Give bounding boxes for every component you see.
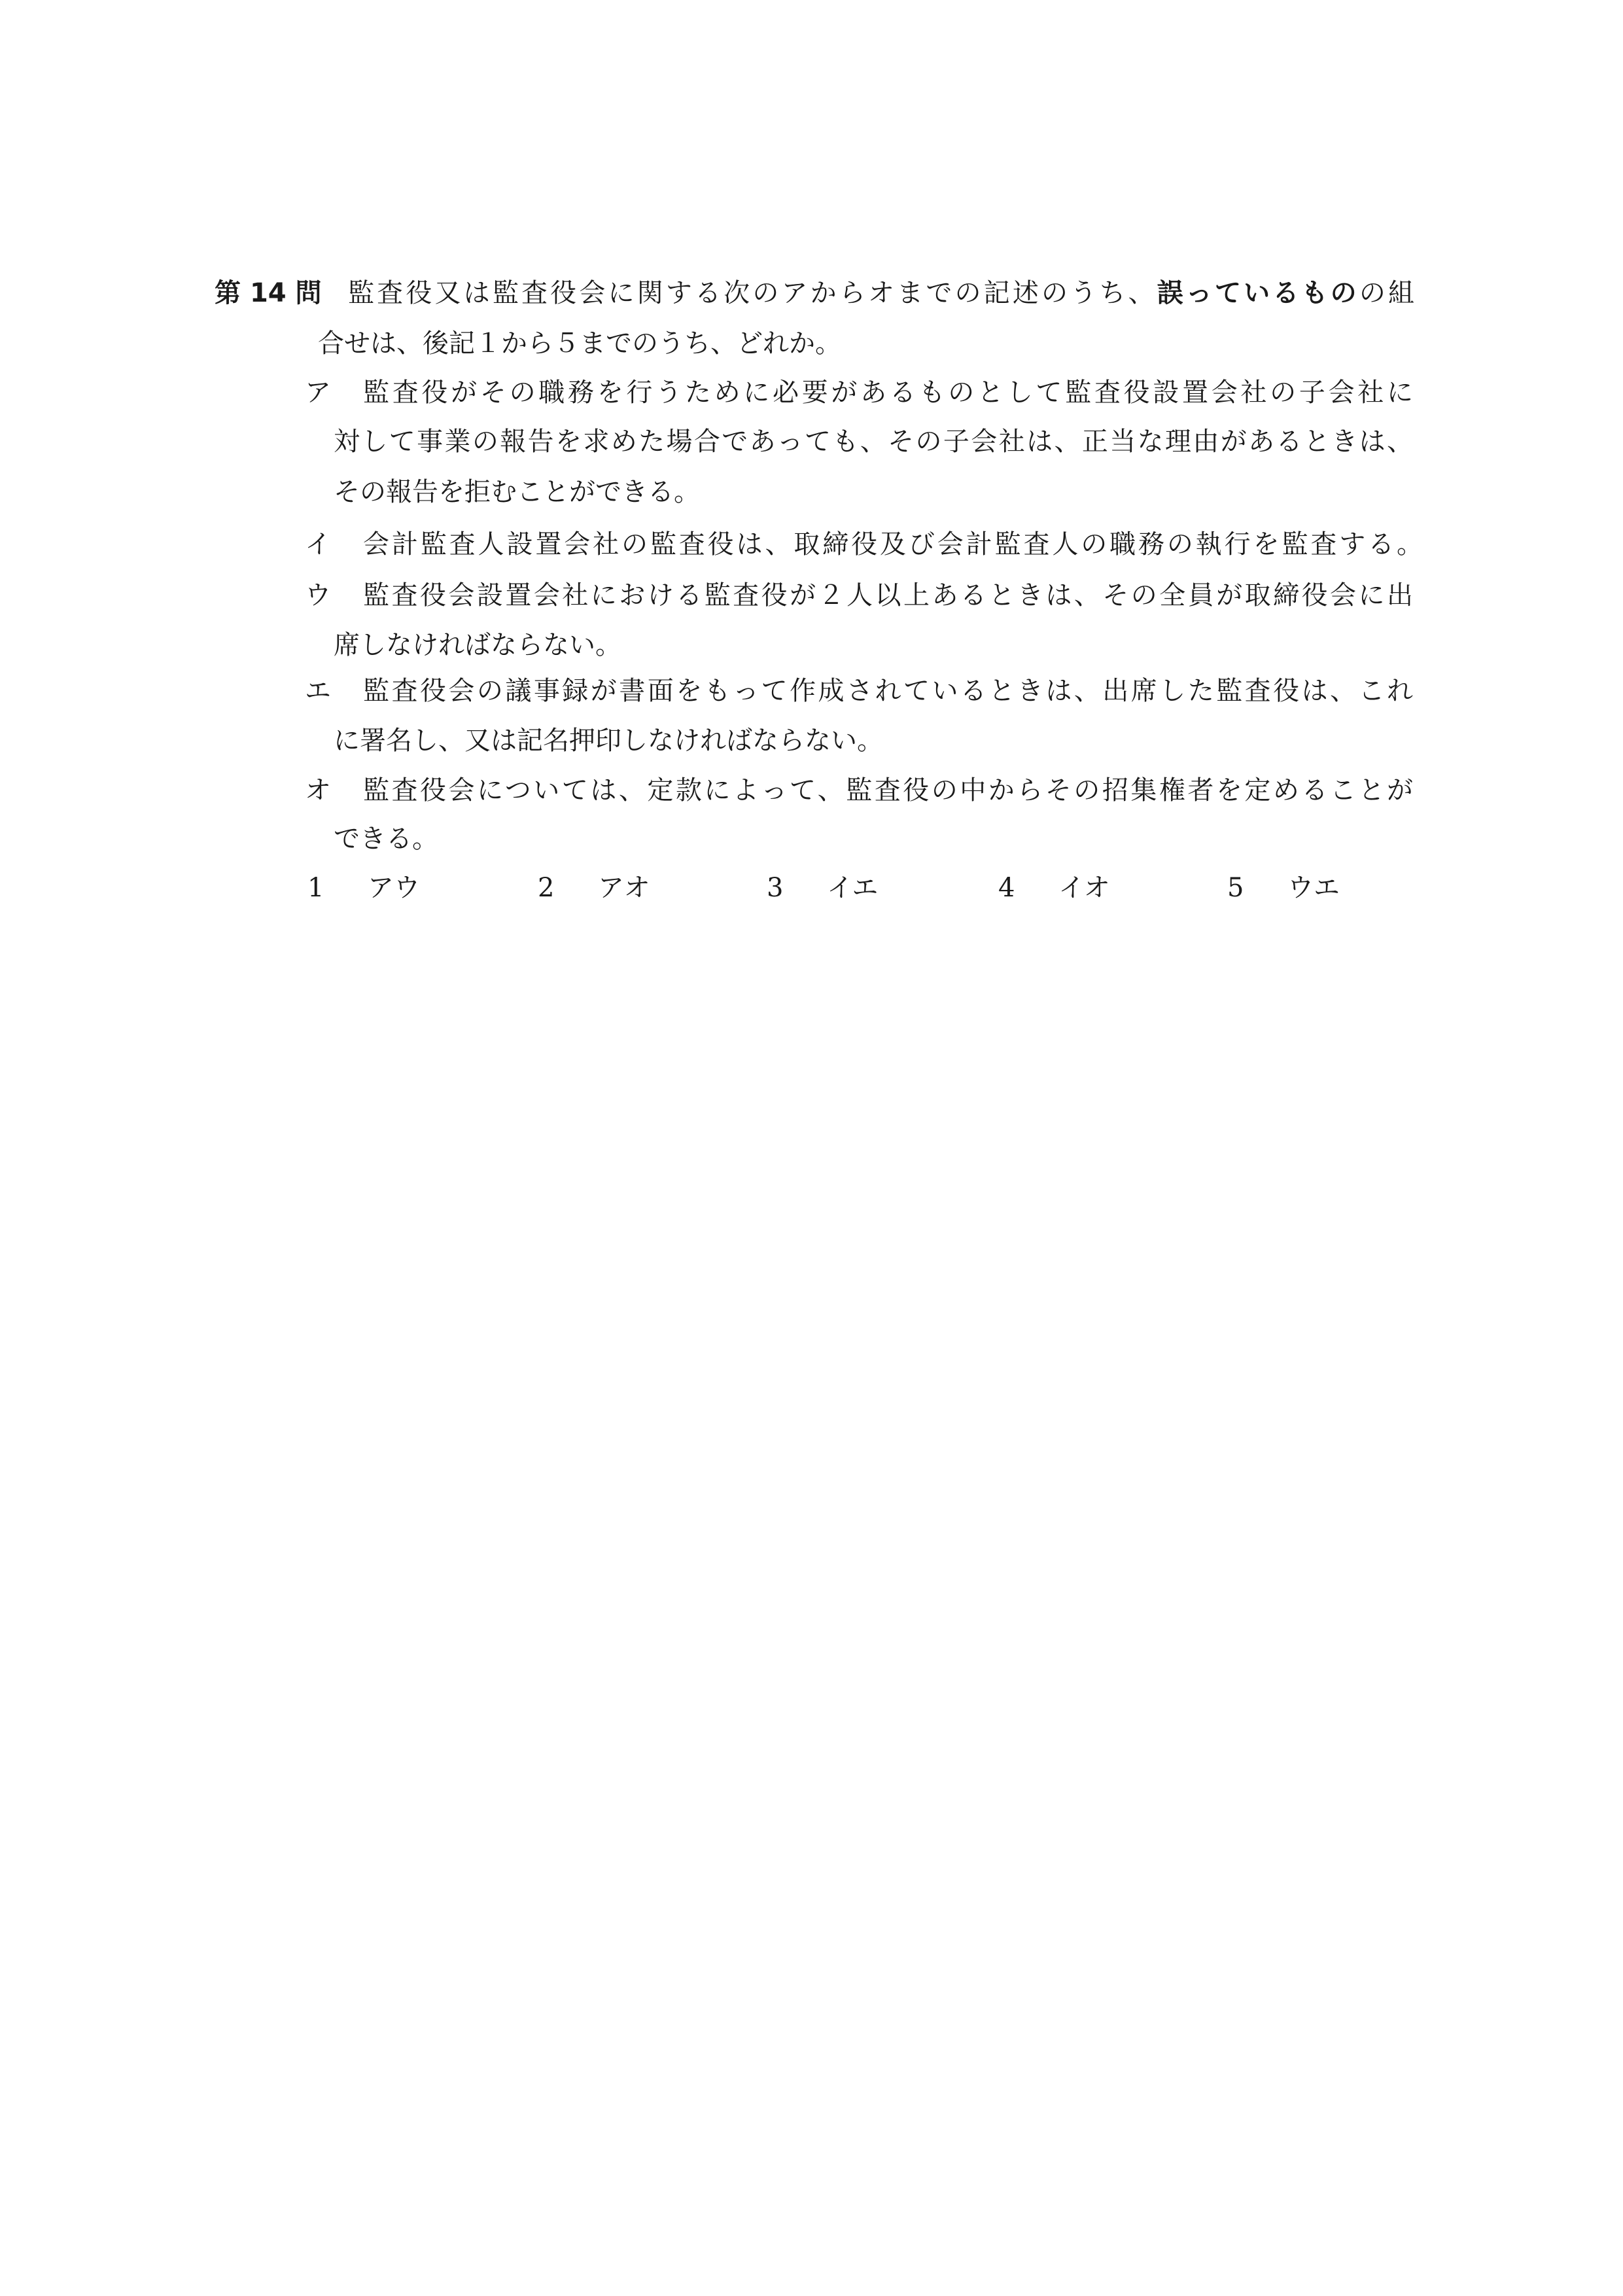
choice-2-text: アオ (598, 873, 650, 903)
choice-4 (998, 875, 1110, 901)
choice-5-number: 5 (1227, 873, 1244, 903)
choice-1-number: 1 (307, 873, 324, 903)
choice-4-text: イオ (1058, 873, 1110, 903)
item-a-line3: その報告を拒むことができる。 (334, 477, 700, 507)
question-stem-a: 監査役又は監査役会に関する次のアからオまでの記述のうち、 (348, 278, 1157, 308)
item-a-line2: 対して事業の報告を求めた場合であっても、その子会社は、正当な理由があるときは、 (334, 427, 1413, 457)
question-stem-emphasis: 誤っているもの (1157, 278, 1359, 308)
question-stem-line2: 合せは、後記１から５までのうち、どれか。 (318, 328, 841, 359)
item-e-line2: に署名し、又は記名押印しなければならない。 (334, 726, 883, 756)
item-letter-a: ア (305, 378, 331, 408)
item-o-line2: できる。 (334, 824, 438, 854)
item-u-line1: 監査役会設置会社における監査役が２人以上あるときは、その全員が取締役会に出 (363, 580, 1413, 610)
item-o-line1: 監査役会については、定款によって、監査役の中からその招集権者を定めることが (363, 775, 1413, 805)
item-letter-o: オ (305, 775, 331, 805)
question-label-prefix: 第 (215, 278, 250, 308)
item-letter-i: イ (305, 529, 331, 559)
choice-3 (767, 875, 878, 901)
question-stem-b: の組 (1359, 278, 1415, 308)
item-letter-u: ウ (305, 580, 331, 610)
choice-5 (1227, 875, 1340, 901)
item-i-line1: 会計監査人設置会社の監査役は、取締役及び会計監査人の職務の執行を監査する。 (363, 529, 1423, 559)
question-label (215, 280, 322, 306)
question-number: 14 (249, 278, 287, 308)
question-label-suffix: 問 (286, 278, 322, 308)
question-stem-line1 (348, 280, 1414, 306)
choice-1 (307, 875, 420, 901)
choice-4-number: 4 (998, 873, 1015, 903)
choice-5-text: ウエ (1287, 873, 1340, 903)
item-e-line1: 監査役会の議事録が書面をもって作成されているときは、出席した監査役は、これ (363, 676, 1413, 706)
choice-3-number: 3 (767, 873, 784, 903)
item-a-line1: 監査役がその職務を行うために必要があるものとして監査役設置会社の子会社に (363, 378, 1413, 408)
item-u-line2: 席しなければならない。 (334, 630, 621, 660)
choice-3-text: イエ (827, 873, 879, 903)
choice-2-number: 2 (538, 873, 555, 903)
choice-1-text: アウ (368, 873, 420, 903)
choice-2 (538, 875, 650, 901)
item-letter-e: エ (305, 676, 331, 706)
